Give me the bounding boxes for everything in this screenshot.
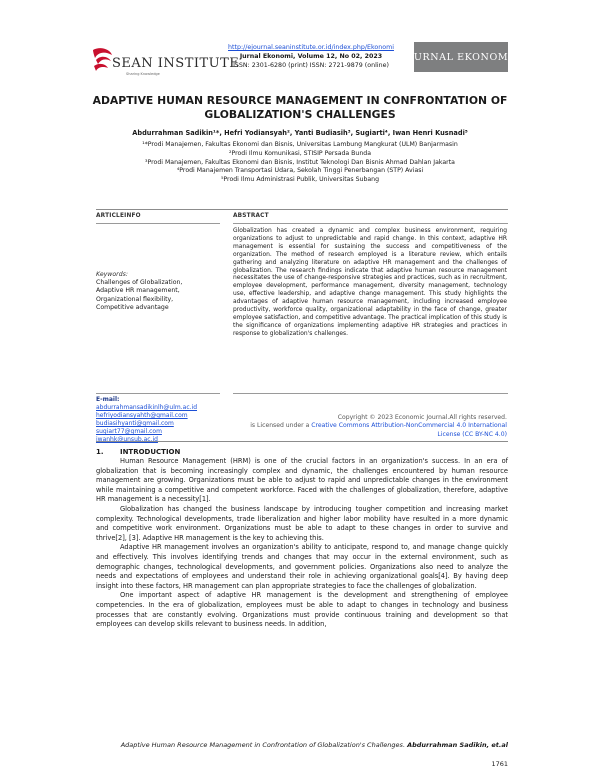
running-author: Abdurrahman Sadikin, et.al — [407, 741, 508, 749]
affiliation-item: ⁵Prodi Ilmu Administrasi Publik, Universitas Subang — [220, 176, 380, 184]
article-info-label: ARTICLEINFO — [96, 213, 141, 219]
keyword-item: Challenges of Globalization, — [96, 279, 183, 287]
journal-header-info — [214, 43, 408, 70]
divider — [233, 223, 508, 224]
email-link[interactable]: hefriyodiansyahth@gmail.com — [96, 412, 188, 419]
journal-volume-line: Jurnal Ekonomi, Volume 12, No 02, 2023 — [239, 53, 383, 60]
divider — [96, 393, 220, 394]
email-block — [96, 396, 220, 444]
publisher-logo — [90, 44, 240, 80]
affiliation-item: ²Prodi Ilmu Komunikasi, STISIP Persada Bunda — [229, 149, 371, 157]
affiliations — [90, 141, 510, 185]
logo-text: SEAN INSTITUTE — [112, 56, 240, 71]
paragraph: Globalization has changed the business landscape by introducing tougher competition and increasing market complexity. Technological developments, trade liberalization and higher labor mobility have resulted in a more dynamic and competitive work environment. Organizations must be able to adapt to these changes in order to survive and thrive[2], [3]. Adaptive HR management is the key to achieving this. — [96, 504, 508, 542]
section-number: 1. — [96, 448, 104, 456]
keywords-block — [96, 271, 216, 312]
author-list: Abdurrahman Sadikin¹*, Hefri Yodiansyah², Yanti Budiasih³, Sugiarti⁴, Iwan Henri Kusnadi⁵ — [132, 129, 468, 137]
keyword-item: Adaptive HR management, — [96, 287, 180, 295]
section-title: INTRODUCTION — [119, 448, 181, 456]
divider — [233, 393, 508, 394]
divider — [96, 441, 508, 442]
journal-issn: ISSN: 2301-6280 (print) ISSN: 2721-9879 (online) — [233, 62, 389, 69]
copyright-notice — [233, 414, 507, 439]
email-link[interactable]: abdurrahmansadikinlh@ulm.ac.id — [96, 404, 198, 411]
affiliation-item: ⁴Prodi Manajemen Transportasi Udara, Sekolah Tinggi Penerbangan (STP) Aviasi — [176, 167, 424, 175]
journal-badge: JURNAL EKONOMI — [414, 42, 508, 72]
page-number: 1761 — [491, 760, 508, 768]
license-prefix: is Licensed under a — [250, 422, 312, 430]
paragraph: One important aspect of adaptive HR management is the development and strengthening of employee competencies. In the era of globalization, employees must be able to adapt to changes in technology and business processes that are constantly evolving. Organizations must provide continuous training and development so that employees can develop skills relevant to business needs. In addition, — [96, 591, 508, 629]
affiliation-item: ³Prodi Manajemen, Fakultas Ekonomi dan Bisnis, Institut Teknologi Dan Bisnis Ahmad Dahlan Jakarta — [145, 158, 455, 166]
keywords-heading: Keywords: — [96, 271, 128, 278]
email-link[interactable]: budiasihyanti@gmail.com — [96, 420, 174, 427]
divider — [96, 223, 220, 224]
affiliation-item: ¹*Prodi Manajemen, Fakultas Ekonomi dan Bisnis, Universitas Lambung Mangkurat (ULM) Banjarmasin — [142, 141, 458, 148]
email-link[interactable]: sugiart77@gmail.com — [96, 428, 162, 435]
abstract-label: ABSTRACT — [233, 213, 269, 219]
divider — [96, 209, 508, 210]
section-heading — [96, 448, 180, 456]
paper-title: ADAPTIVE HUMAN RESOURCE MANAGEMENT IN CONFRONTATION OF GLOBALIZATION'S CHALLENGES — [92, 94, 508, 121]
keyword-item: Competitive advantage — [96, 303, 169, 311]
copyright-line: Copyright © 2023 Economic Journal.All rights reserved. — [337, 414, 507, 421]
abstract-text: Globalization has created a dynamic and complex business environment, requiring organizations to adjust to unpredictable and rapid change. In this context, adaptive HR management is essential for sustaining the success and competitiveness of the organization. The method of research employed is a literature review, which entails gathering and analyzing literature on adaptive HR management and the challenges of globalization. The research findings indicate that adaptive human resource management necessitates the use of change-responsive strategies and practices, such as in recruitment, employee development, performance management, diversity management, technology use, effective leadership, and adaptive change management. This study highlights the advantages of adaptive human resource management, including increased employee productivity, workforce quality, organizational adaptability in the face of change, greater employee satisfaction, and competitive advantage. The practical implication of this study is the significance of organizations implementing adaptive HR strategies and practices in response to globalization's challenges. — [233, 227, 507, 337]
running-title: Adaptive Human Resource Management in Confrontation of Globalization's Challenges. — [120, 741, 406, 749]
journal-url-link[interactable]: http://ejournal.seaninstitute.or.id/index.php/Ekonomi — [228, 44, 394, 51]
license-link[interactable]: Creative Commons Attribution-NonCommercial 4.0 International License (CC BY-NC 4.0) — [311, 422, 507, 438]
running-footer — [100, 741, 508, 750]
email-link[interactable]: iwanhk@unsub.ac.id — [96, 436, 158, 443]
paragraph: Adaptive HR management involves an organization's ability to anticipate, respond to, and manage change quickly and effectively. This involves identifying trends and changes that may occur in the external environment, such as demographic changes, technological developments, and government policies. Organizations also need to analyze the needs and expectations of employees and understand their role in achieving organizational goals[4]. By having deep insight into these factors, HR management can plan appropriate strategies to face the challenges of globalization. — [96, 543, 508, 590]
email-heading: E-mail: — [96, 396, 120, 403]
paragraph: Human Resource Management (HRM) is one of the crucial factors in an organization's success. In an era of globalization that is becoming increasingly complex and dynamic, the challenges encountered by human resource management are growing. Organizations must be able to adjust to rapid and unpredictable changes in the environment while maintaining a competitive and competent workforce. Faced with the challenges of globalization, therefore, adaptive HR management is a necessity[1]. — [96, 457, 508, 504]
logo-subtext: Sharing Knowledge — [126, 72, 160, 76]
body-text — [96, 457, 508, 630]
keyword-item: Organizational flexibility, — [96, 295, 174, 303]
